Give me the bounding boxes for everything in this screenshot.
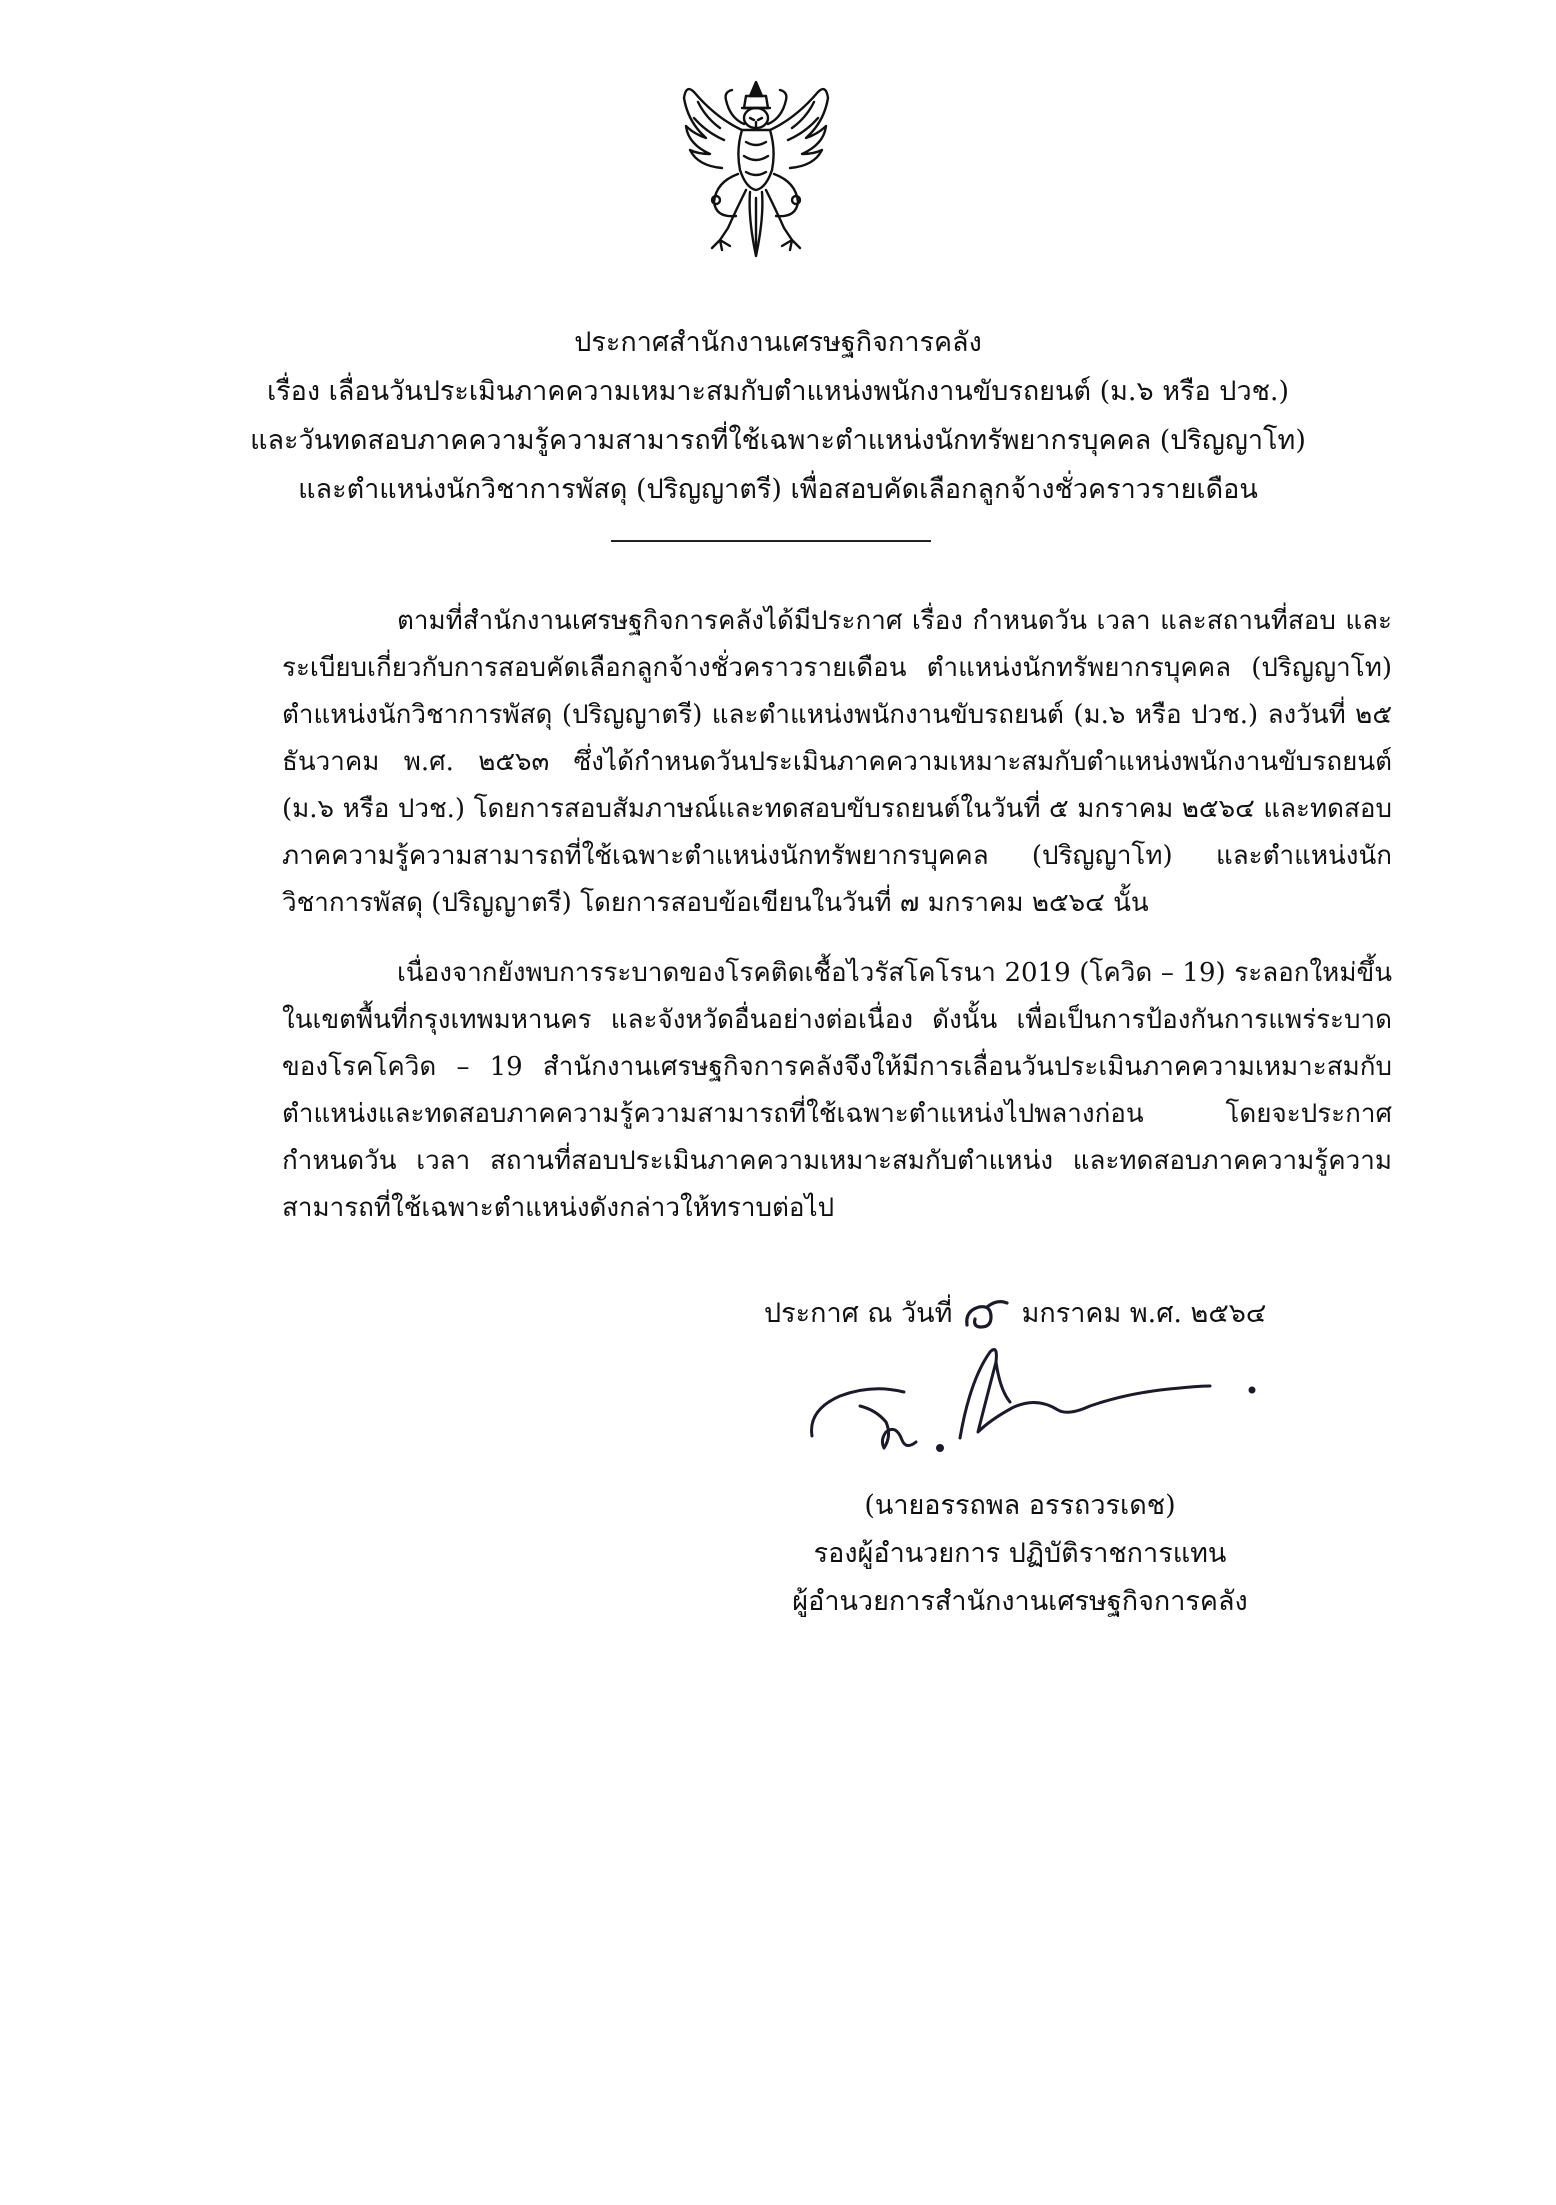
signer-position-1: รองผู้อำนวยการ ปฏิบัติราชการแทน (813, 1538, 1227, 1569)
signer-block (740, 1482, 1300, 1626)
body-paragraph-1: ตามที่สำนักงานเศรษฐกิจการคลังได้มีประกาศ เรื่อง กำหนดวัน เวลา และสถานที่สอบ และระเบียบเกี่ยวกับการสอบคัดเลือกลูกจ้างชั่วคราวรายเดือน ตำแหน่งนักทรัพยากรบุคคล (ปริญญาโท) ตำแหน่งนักวิชาการพัสดุ (ปริญญาตรี) และตำแหน่งพนักงานขับรถยนต์ (ม.๖ หรือ ปวช.) ลงวันที่ ๒๕ ธันวาคม พ.ศ. ๒๕๖๓ ซึ่งได้กำหนดวันประเมินภาคความเหมาะสมกับตำแหน่งพนักงานขับรถยนต์ (ม.๖ หรือ ปวช.) โดยการสอบสัมภาษณ์และทดสอบขับรถยนต์ในวันที่ ๕ มกราคม ๒๕๖๔ และทดสอบภาคความรู้ความสามารถที่ใช้เฉพาะตำแหน่งนักทรัพยากรบุคคล (ปริญญาโท) และตำแหน่งนักวิชาการพัสดุ (ปริญญาตรี) โดยการสอบข้อเขียนในวันที่ ๗ มกราคม ๒๕๖๔ นั้น (282, 606, 1392, 918)
body-paragraph-2: เนื่องจากยังพบการระบาดของโรคติดเชื้อไวรัสโคโรนา 2019 (โควิด – 19) ระลอกใหม่ขึ้นในเขตพื้นที่กรุงเทพมหานคร และจังหวัดอื่นอย่างต่อเนื่อง ดังนั้น เพื่อเป็นการป้องกันการแพร่ระบาดของโรคโควิด – 19 สำนักงานเศรษฐกิจการคลังจึงให้มีการเลื่อนวันประเมินภาคความเหมาะสมกับตำแหน่งและทดสอบภาคความรู้ความสามารถที่ใช้เฉพาะตำแหน่งไปพลางก่อน โดยจะประกาศกำหนดวัน เวลา สถานที่สอบประเมินภาคความเหมาะสมกับตำแหน่ง และทดสอบภาคความรู้ความสามารถที่ใช้เฉพาะตำแหน่งดังกล่าวให้ทราบต่อไป (282, 958, 1392, 1223)
signer-position-2: ผู้อำนวยการสำนักงานเศรษฐกิจการคลัง (792, 1586, 1248, 1617)
heading-line-3: และวันทดสอบภาคความรู้ความสามารถที่ใช้เฉพาะตำแหน่งนักทรัพยากรบุคคล (ปริญญาโท) (250, 425, 1306, 456)
handwritten-day (961, 1295, 1013, 1335)
garuda-emblem-icon (676, 78, 836, 260)
signer-name: (นายอรรถพล อรรถวรเดช) (864, 1490, 1176, 1521)
announcement-date-suffix: มกราคม พ.ศ. ๒๕๖๔ (1021, 1298, 1267, 1329)
announcement-date (764, 1290, 1266, 1338)
heading-divider (611, 540, 931, 542)
heading-line-4: และตำแหน่งนักวิชาการพัสดุ (ปริญญาตรี) เพื่อสอบคัดเลือกลูกจ้างชั่วคราวรายเดือน (298, 474, 1258, 505)
announcement-heading (180, 318, 1376, 514)
handwritten-signature (800, 1340, 1280, 1480)
heading-line-1: ประกาศสำนักงานเศรษฐกิจการคลัง (574, 327, 982, 358)
announcement-date-prefix: ประกาศ ณ วันที่ (764, 1298, 953, 1329)
heading-line-2: เรื่อง เลื่อนวันประเมินภาคความเหมาะสมกับตำแหน่งพนักงานขับรถยนต์ (ม.๖ หรือ ปวช.) (266, 376, 1290, 407)
